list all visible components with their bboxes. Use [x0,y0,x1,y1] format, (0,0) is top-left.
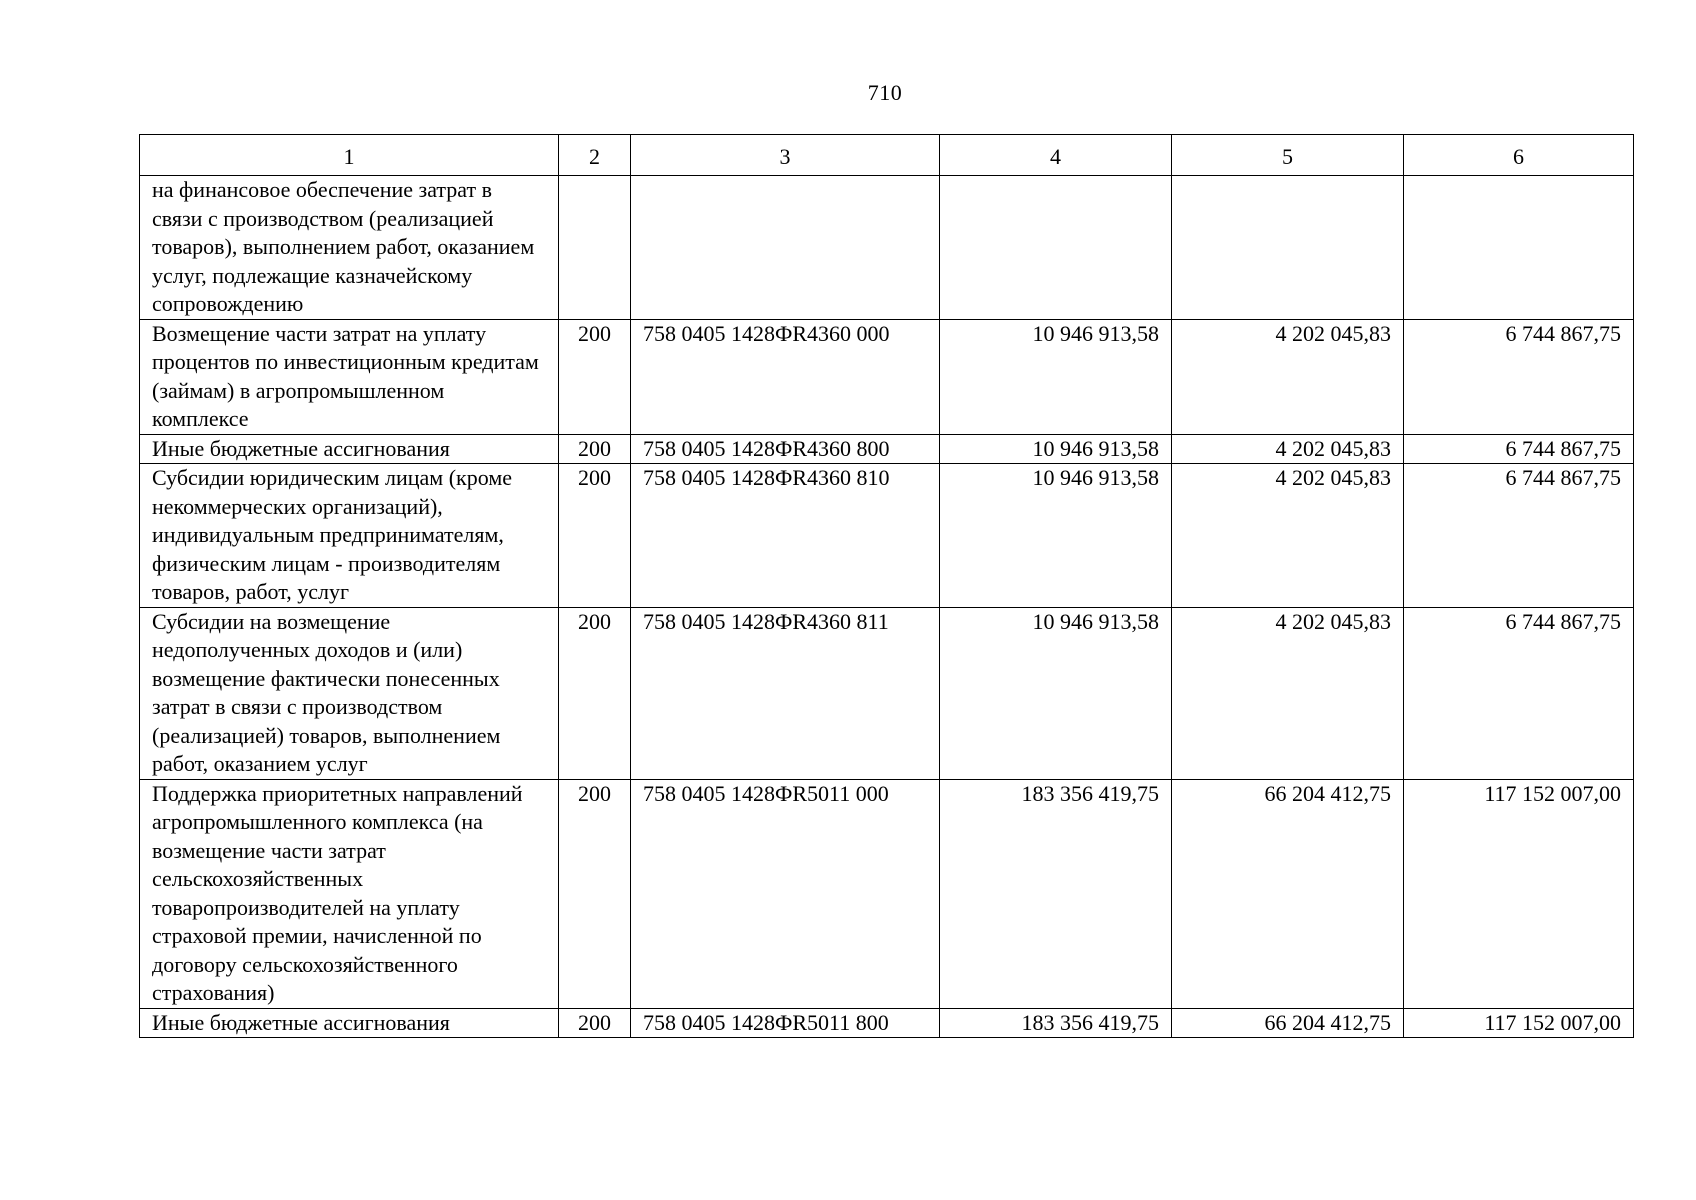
row-code [631,176,940,320]
row-amount-regional: 6 744 867,75 [1404,434,1634,464]
row-amount-total: 10 946 913,58 [940,434,1172,464]
row-status: 200 [559,607,631,779]
row-amount-federal: 4 202 045,83 [1172,434,1404,464]
row-status [559,176,631,320]
row-amount-regional [1404,176,1634,320]
column-header-3: 3 [631,135,940,176]
row-code: 758 0405 1428ФR4360 811 [631,607,940,779]
table-row [140,1008,1634,1038]
row-amount-regional: 117 152 007,00 [1404,779,1634,1008]
row-name: на финансовое обеспечение затрат в связи с производством (реализацией товаров), выполнением работ, оказанием услуг, подлежащие казначейскому сопровождению [140,176,559,320]
table-body [140,176,1634,1038]
row-amount-regional: 6 744 867,75 [1404,607,1634,779]
row-code: 758 0405 1428ФR4360 810 [631,464,940,608]
budget-table [139,134,1634,1038]
table-header [140,135,1634,176]
row-code: 758 0405 1428ФR5011 000 [631,779,940,1008]
row-amount-regional: 6 744 867,75 [1404,319,1634,434]
row-status: 200 [559,464,631,608]
row-amount-total: 183 356 419,75 [940,1008,1172,1038]
row-name: Возмещение части затрат на уплату процентов по инвестиционным кредитам (займам) в агропромышленном комплексе [140,319,559,434]
row-amount-federal: 4 202 045,83 [1172,607,1404,779]
table-row [140,319,1634,434]
table-row [140,434,1634,464]
row-status: 200 [559,779,631,1008]
table-row [140,607,1634,779]
column-header-1: 1 [140,135,559,176]
row-status: 200 [559,319,631,434]
row-amount-total: 10 946 913,58 [940,319,1172,434]
row-code: 758 0405 1428ФR5011 800 [631,1008,940,1038]
table-row [140,464,1634,608]
row-name: Субсидии на возмещение недополученных доходов и (или) возмещение фактически понесенных затрат в связи с производством (реализацией) товаров, выполнением работ, оказанием услуг [140,607,559,779]
row-amount-total: 10 946 913,58 [940,464,1172,608]
row-name: Иные бюджетные ассигнования [140,434,559,464]
row-amount-total [940,176,1172,320]
row-amount-federal [1172,176,1404,320]
row-code: 758 0405 1428ФR4360 800 [631,434,940,464]
table-row [140,176,1634,320]
header-row [140,135,1634,176]
row-status: 200 [559,1008,631,1038]
column-header-6: 6 [1404,135,1634,176]
row-amount-regional: 6 744 867,75 [1404,464,1634,608]
row-name: Поддержка приоритетных направлений агропромышленного комплекса (на возмещение части затрат сельскохозяйственных товаропроизводителей на уплату страховой премии, начисленной по договору сельскохозяйственного страхования) [140,779,559,1008]
row-amount-federal: 66 204 412,75 [1172,1008,1404,1038]
row-status: 200 [559,434,631,464]
page-number: 710 [867,80,903,105]
row-code: 758 0405 1428ФR4360 000 [631,319,940,434]
row-amount-federal: 66 204 412,75 [1172,779,1404,1008]
row-amount-total: 183 356 419,75 [940,779,1172,1008]
column-header-5: 5 [1172,135,1404,176]
column-header-4: 4 [940,135,1172,176]
row-amount-federal: 4 202 045,83 [1172,319,1404,434]
table-row [140,779,1634,1008]
row-name: Субсидии юридическим лицам (кроме некоммерческих организаций), индивидуальным предпринимателям, физическим лицам - производителям товаров, работ, услуг [140,464,559,608]
row-name: Иные бюджетные ассигнования [140,1008,559,1038]
row-amount-federal: 4 202 045,83 [1172,464,1404,608]
column-header-2: 2 [559,135,631,176]
row-amount-total: 10 946 913,58 [940,607,1172,779]
row-amount-regional: 117 152 007,00 [1404,1008,1634,1038]
